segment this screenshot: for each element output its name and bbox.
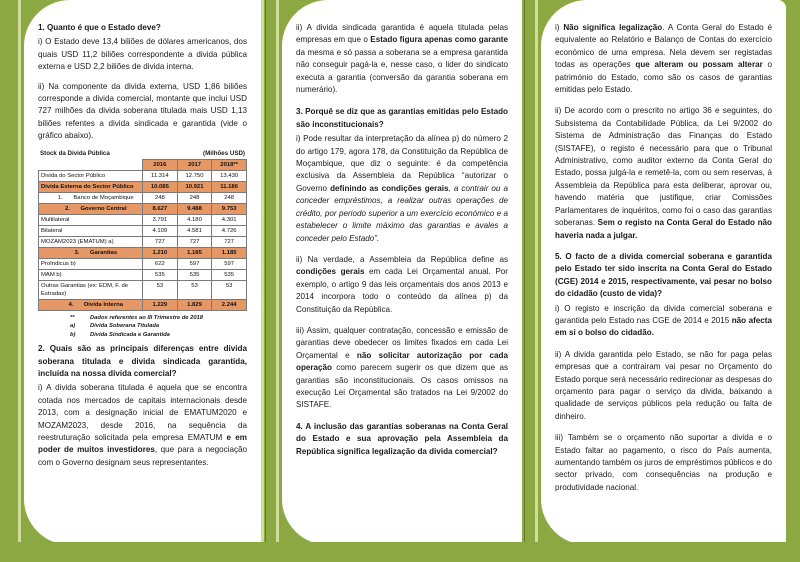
table-header-cell: 2018**	[212, 159, 247, 170]
table-cell-value: 11.186	[212, 181, 247, 192]
table-note	[70, 314, 247, 323]
table-cell-value: 3.791	[143, 214, 178, 225]
table-cell-value: 535	[212, 269, 247, 280]
paragraph-r5-i-start: i) O registo e inscrição da divida comercial soberana e garantida pelo Estado nas CGE de 2014 e 2015	[555, 303, 772, 325]
table-title: Stock da Divida Pública	[40, 149, 110, 157]
table-note	[70, 331, 247, 340]
paragraph-r-i-start: i)	[555, 23, 564, 32]
paragraph-q1-i: i) O Estado deve 13,4 biliões de dólares americanos, dos quais USD 11,2 biliões correspondente a divida pública externa e USD 2,2 biliões de divida interna.	[38, 37, 247, 72]
table-row-label	[39, 299, 143, 310]
table-cell-value: 535	[143, 269, 178, 280]
table-unit: (Milhões USD)	[203, 149, 245, 157]
table-row-label	[39, 192, 143, 203]
paragraph-q3-ii-start: ii) Na verdade, a Assembleia da República define as	[296, 254, 508, 264]
table-cell-value: 13.430	[212, 170, 247, 181]
paragraph-r-i-bold1: Não significa legalização	[563, 23, 663, 32]
panel-outline-left	[18, 0, 21, 549]
paragraph-q3-i-start: i) Pode resultar da interpretação da alínea p) do número 2 do artigo 179, agora 178, da Constituição da República de Moçambique, que diz o seguinte: é da competência exclusiva da Assembleia da República “autorizar o Governo	[296, 134, 508, 193]
table-row-number: 4.	[68, 301, 74, 308]
table-cell-value: 248	[177, 192, 212, 203]
table-header-cell: 2017	[177, 159, 212, 170]
heading-question-5: 5. O facto de a divida comercial soberana e garantida pelo Estado ter sido inscrita na Conta Geral do Estado (CGE) 2014 e 2015, respectivamente, vai pesar no bolso do cidadão (custo de vida)?	[555, 251, 772, 299]
table-cell-value: 727	[177, 236, 212, 247]
table-header-blank	[39, 159, 143, 170]
paragraph-q3-iii-bold: não solicitar autorização por cada operação	[296, 350, 508, 373]
stock-table-wrapper	[38, 150, 247, 340]
paragraph-r-ii-bold: Sem o registo na Conta Geral do Estado não haveria nada a julgar.	[555, 218, 772, 240]
table-cell-value: 4.180	[177, 214, 212, 225]
table-cell-value: 1.229	[143, 299, 178, 310]
paragraph-q2-i	[38, 382, 247, 469]
paragraph-r-i-bold2: que alteram ou possam alterar	[635, 60, 763, 70]
paragraph-q2-i-end: , que para a negociação com o Governo designam seus representantes.	[38, 445, 247, 467]
table-cell-value: 4.301	[212, 214, 247, 225]
paragraph-q2-i-text: i) A divida soberana titulada é aquela que se encontra cotada nos mercados de capitais internacionais desde 2013, com a designação inicial de EMATUM2020 e MOZAM2023, desde 2016, na sequência da reestruturação solicitada pela empresa EMATUM	[38, 383, 247, 442]
column-right	[541, 0, 786, 545]
paragraph-q3-iii	[296, 325, 508, 412]
heading-question-4: 4. A inclusão das garantias soberanas na Conta Geral do Estado e sua aprovação pela Assembleia da República significa legalização da divida comercial?	[296, 421, 508, 456]
table-cell-value: 10.085	[143, 181, 178, 192]
bottom-green-band	[0, 542, 800, 562]
paragraph-q3-i	[296, 133, 508, 245]
table-header-row	[39, 159, 247, 170]
paragraph-q3-iii-start: iii) Assim, qualquer contratação, concessão e emissão de garantias deve obedecer os limites fixados em cada Lei Orçamental e	[296, 325, 508, 360]
table-row-number: 1.	[57, 194, 63, 201]
table-row	[39, 299, 247, 310]
table-row	[39, 269, 247, 280]
table-row-label: Outras Garantias (ex: EDM, F. de Estradas)	[39, 280, 143, 299]
table-row-label: MOZAM2023 (EMATUM) a)	[39, 236, 143, 247]
table-cell-value: 727	[212, 236, 247, 247]
paragraph-r5-i-bold: não afecta em si o bolso do cidadão.	[555, 315, 772, 338]
table-notes	[38, 314, 247, 340]
table-cell-value: 4.109	[143, 225, 178, 236]
paragraph-q3-ii-end: em cada Lei Orçamental anual. Por exemplo, o artigo 9 das leis orçamentais dos anos 2013 e 2014 incorpora todo o conteúdo da alínea p) da Constituição da República.	[296, 267, 508, 314]
table-row-name: Divida Interna	[84, 301, 123, 308]
paragraph-r-i-end: o património do Estado, como são os casos de garantias emitidas pelo Estado.	[555, 60, 772, 95]
table-cell-value: 1.185	[177, 247, 212, 258]
table-note-label: b)	[70, 331, 76, 338]
paragraph-q3-i-italic: , a contrair ou a conceder empréstimos, a realizar outras operações de crédito, por periodo superior a um exercício económico e a estabelecer o limite máximo das garantias e avales a conceder pelo Estado”.	[296, 183, 508, 243]
paragraph-q3-i-bold: definindo as condições gerais	[330, 183, 449, 193]
paragraph-r5-iii: iii) Também se o orçamento não suportar a divida e o Estado faltar ao pagamento, o risco do País aumenta, aumentando também os juros de empréstimos públicos e do sector privado, com consequências na produção e produtividade nacional.	[555, 433, 772, 492]
table-cell-value: 622	[143, 258, 178, 269]
paragraph-q3-ii-bold: condições gerais	[296, 267, 365, 277]
paragraph-r-i	[555, 22, 772, 96]
table-row	[39, 203, 247, 214]
table-note-text: Dados referentes ao III Trimestre de 2018	[90, 314, 203, 321]
table-row-name: Garantias	[89, 249, 118, 256]
table-row-label: Divida do Sector Público	[39, 170, 143, 181]
table-header-cell: 2016	[143, 159, 178, 170]
heading-question-3: 3. Porquê se diz que as garantias emitidas pelo Estado são inconstitucionais?	[296, 107, 508, 129]
table-row-label: Proîndicus b)	[39, 258, 143, 269]
table-cell-value: 53	[212, 280, 247, 299]
table-cell-value: 248	[212, 192, 247, 203]
table-note-text: Divida Soberana Titulada	[90, 323, 160, 330]
table-cell-value: 2.244	[212, 299, 247, 310]
table-row	[39, 258, 247, 269]
table-note-label: **	[70, 314, 75, 321]
table-cell-value: 248	[143, 192, 178, 203]
table-row-number: 2.	[64, 205, 70, 212]
table-cell-value: 9.488	[177, 203, 212, 214]
table-note	[70, 322, 247, 331]
table-row	[39, 280, 247, 299]
table-row	[39, 247, 247, 258]
table-cell-value: 12.750	[177, 170, 212, 181]
column-left	[24, 0, 264, 545]
heading-question-1: 1. Quanto é que o Estado deve?	[38, 23, 161, 32]
table-row-label	[39, 247, 143, 258]
table-row-label: Bilateral	[39, 225, 143, 236]
paragraph-q1-ii: ii) Na componente da divida externa, USD 1,86 biliões corresponde a divida comercial, montante que inclui USD 727 milhões da divida soberana titulada mais USD 1,13 biliões refentes a divida sindicada e garantida (vide o gráfico abaixo).	[38, 81, 247, 141]
table-cell-value: 53	[143, 280, 178, 299]
paragraph-m-ii-start: ii) A divida sindicada garantida é aquela titulada pelas empresas em que o	[296, 23, 508, 45]
table-cell-value: 727	[143, 236, 178, 247]
paragraph-m-ii	[296, 22, 508, 96]
table-row-label: MAM b)	[39, 269, 143, 280]
paragraph-r-i-mid: . A Conta Geral do Estado é equivalente ao Relatório e Balanço de Contas do exercício económico de uma empresa. Nela devem ser registadas todas as operações	[555, 23, 772, 70]
table-cell-value: 597	[212, 258, 247, 269]
panel-outline-middle	[276, 0, 279, 549]
paragraph-q3-ii	[296, 254, 508, 316]
table-row	[39, 236, 247, 247]
table-row	[39, 225, 247, 236]
table-row	[39, 170, 247, 181]
table-caption	[38, 150, 247, 159]
table-cell-value: 597	[177, 258, 212, 269]
table-row	[39, 192, 247, 203]
table-cell-value: 1.210	[143, 247, 178, 258]
column-divider-2	[524, 0, 525, 562]
table-cell-value: 1.829	[177, 299, 212, 310]
table-cell-value: 11.314	[143, 170, 178, 181]
column-middle	[282, 0, 522, 545]
paragraph-r-ii	[555, 105, 772, 241]
table-cell-value: 535	[177, 269, 212, 280]
table-cell-value: 4.581	[177, 225, 212, 236]
column-divider-1	[265, 0, 266, 562]
paragraph-q3-iii-end: como parecem sugerir os que dizem que as garantias são inconstitucionais. Os casos omissos na execução Lei Orçamental são tratados na Lei 9/2002 do SISTAFE.	[296, 363, 508, 410]
paragraph-r-ii-start: ii) De acordo com o prescrito no artigo 36 e seguintes, do Subsistema da Contabilidade Pública, da Lei 9/2002 do Sistema de Administração das Finanças do Estado (SISTAFE), o registo é necessário para que o Tribunal Administrativo, como auditor externo da Conta Geral do Estado, possa julgá-la e remetê-la, com ou sem reservas, à Assembleia da República para esta deliberar, aprovar ou, havendo matéria que justifique, criar Comissões Parlamentares de inquéritos, como foi o caso das garantias soberanas.	[555, 106, 772, 228]
paragraph-q2-i-bold: e em poder de muitos investidores	[38, 433, 247, 455]
paragraph-r5-i	[555, 303, 772, 340]
table-cell-value: 1.185	[212, 247, 247, 258]
paragraph-m-ii-bold: Estado figura apenas como garante	[370, 35, 508, 45]
table-cell-value: 9.753	[212, 203, 247, 214]
heading-question-2: 2. Quais são as principais diferenças entre divida soberana titulada e divida sindicada garantida, incluida na nossa divida comercial?	[38, 344, 247, 378]
table-row-name: Banco de Moçambique	[73, 194, 134, 201]
table-row-label	[39, 203, 143, 214]
table-row-number: 3.	[74, 249, 80, 256]
panel-outline-right	[535, 0, 538, 549]
table-row	[39, 181, 247, 192]
paragraph-m-ii-end: da mesma e só passa a soberana se a empresa garantida não conseguir pagá-la e, nesse caso, o lider do sindicato executa a garantia (conversão da garantia soberana em numerário).	[296, 47, 508, 95]
table-row-label: Divida Externa do Sector Público	[39, 181, 143, 192]
table-cell-value: 53	[177, 280, 212, 299]
paragraph-r5-ii: ii) A divida garantida pelo Estado, se não for paga pelas empresas que a contrairam vai pesar no Orçamento do Estado porque será necessário redirecionar as despesas do orçamento para pagar o serviço da divida, baixando a qualidade de serviços públicos pela redução ou falta de dinheiro.	[555, 349, 772, 421]
table-note-label: a)	[70, 323, 76, 330]
table-row-name: Governo Central	[80, 205, 127, 212]
table-row-label: Multilateral	[39, 214, 143, 225]
table-note-text: Divida Sindicada e Garantida	[90, 331, 170, 338]
stock-table	[38, 159, 247, 311]
table-cell-value: 8.627	[143, 203, 178, 214]
table-row	[39, 214, 247, 225]
table-cell-value: 10.921	[177, 181, 212, 192]
table-cell-value: 4.726	[212, 225, 247, 236]
